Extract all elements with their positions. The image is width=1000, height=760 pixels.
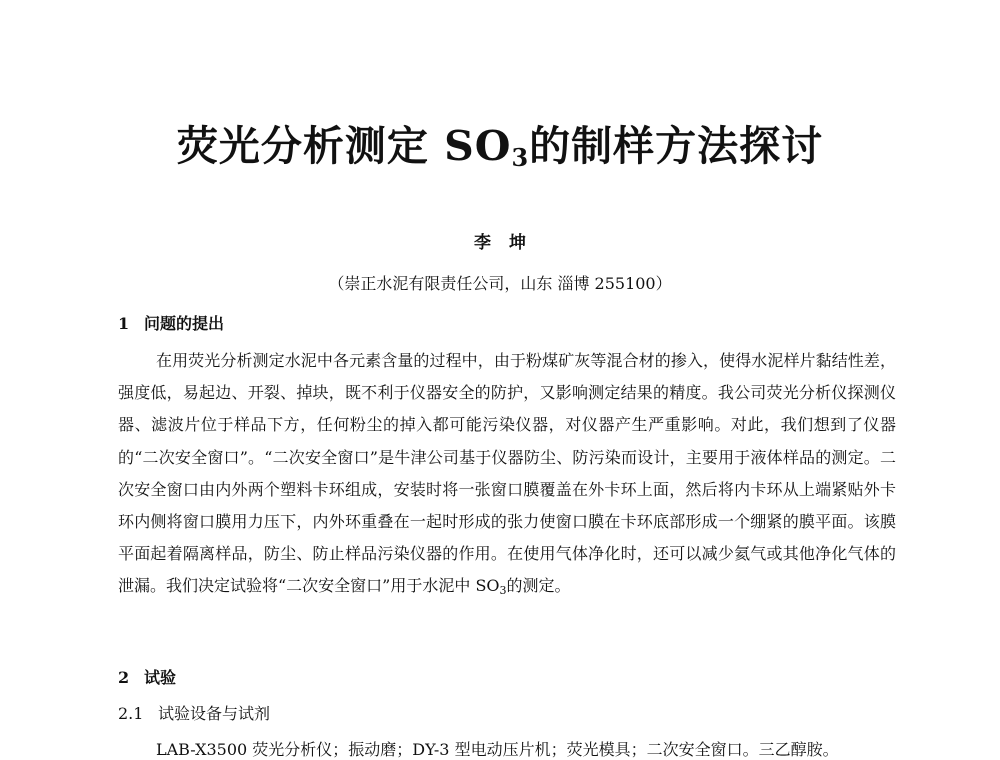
title-subscript: 3 [511, 143, 530, 172]
title-suffix: 的制样方法探讨 [529, 122, 824, 170]
section-2-1-number: 2.1 [118, 704, 144, 723]
paragraph-subscript: 3 [499, 584, 507, 598]
section-1-paragraph [118, 345, 896, 603]
author-affiliation: （崇正水泥有限责任公司，山东 淄博 255100） [328, 274, 672, 293]
section-2-1-heading [118, 701, 270, 724]
section-2-title: 试验 [144, 668, 177, 687]
section-2-heading [118, 665, 176, 688]
section-2-1-title: 试验设备与试剂 [158, 704, 271, 723]
section-1-title: 问题的提出 [144, 314, 225, 333]
section-1-heading [118, 311, 224, 334]
paragraph-body: 在用荧光分析测定水泥中各元素含量的过程中，由于粉煤矿灰等混合材的掺入，使得水泥样片黏结性差，强度低，易起边、开裂、掉块，既不利于仪器安全的防护，又影响测定结果的精度。我公司荧光分析仪探测仪器、滤波片位于样品下方，任何粉尘的掉入都可能污染仪器，对仪器产生严重影响。对此，我们想到了仪器的“二次安全窗口”。“二次安全窗口”是牛津公司基于仪器防尘、防污染而设计，主要用于液体样品的测定。二次安全窗口由内外两个塑料卡环组成，安装时将一张窗口膜覆盖在外卡环上面，然后将内卡环从上端紧贴外卡环内侧将窗口膜用力压下，内外环重叠在一起时形成的张力使窗口膜在卡环底部形成一个绷紧的膜平面。该膜平面起着隔离样品，防尘、防止样品污染仪器的作用。在使用气体净化时，还可以减少氦气或其他净化气体的泄漏。我们决定试验将“二次安全窗口”用于水泥中 SO [118, 351, 896, 596]
title-prefix: 荧光分析测定 SO [176, 122, 512, 170]
section-2-number: 2 [118, 668, 130, 687]
paper-title [0, 118, 1000, 174]
paragraph-end: 的测定。 [506, 576, 571, 596]
author-name: 李坤 [474, 233, 544, 253]
section-1-number: 1 [118, 314, 130, 333]
equipment-list: LAB-X3500 荧光分析仪；振动磨；DY-3 型电动压片机；荧光模具；二次安全窗口。三乙醇胺。 [156, 740, 839, 759]
